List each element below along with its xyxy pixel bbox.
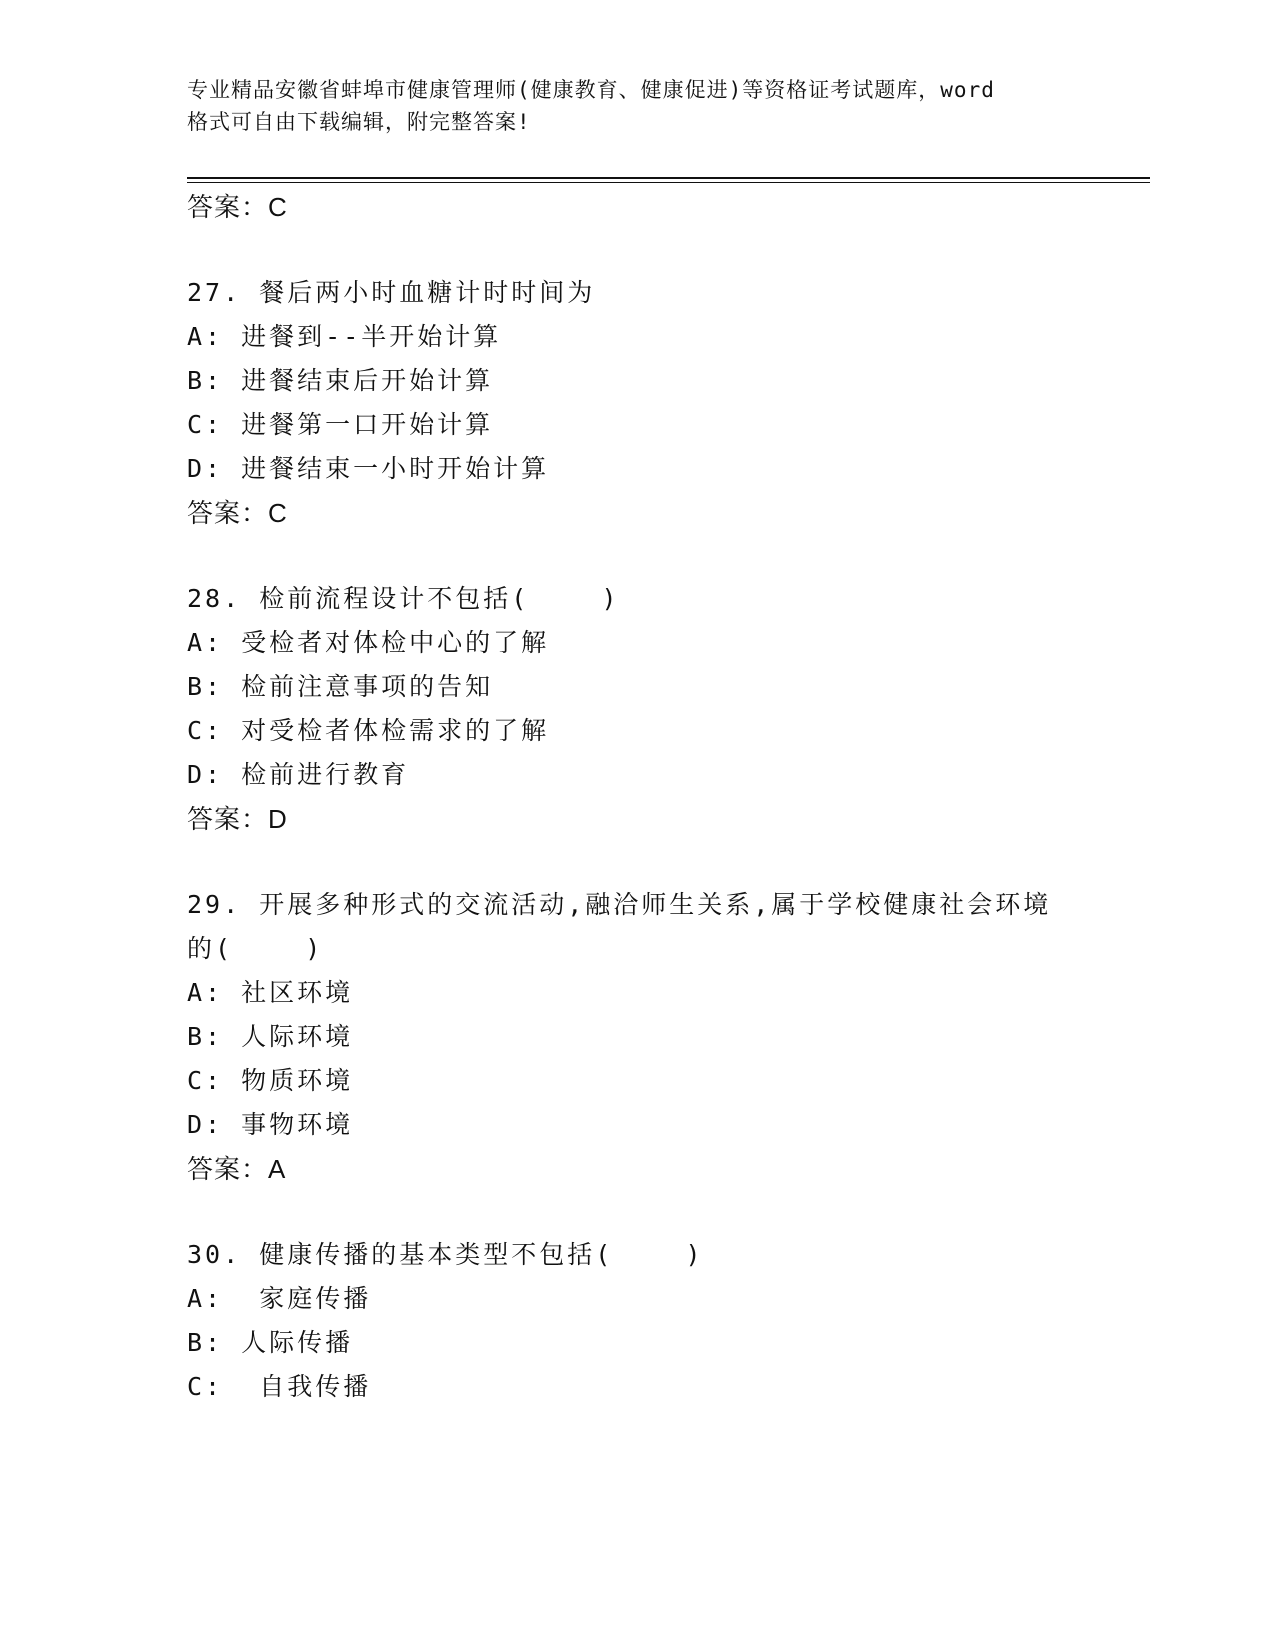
answer-prev: 答案：C: [187, 192, 288, 222]
question-27-answer: 答案：C: [187, 498, 288, 528]
question-27-option-c: C: 进餐第一口开始计算: [187, 410, 494, 439]
header-line-2: 格式可自由下载编辑，附完整答案!: [187, 110, 531, 134]
question-30-option-b: B: 人际传播: [187, 1328, 354, 1357]
question-27-option-d: D: 进餐结束一小时开始计算: [187, 454, 550, 483]
question-28-stem: 28. 检前流程设计不包括( ): [187, 584, 620, 613]
question-30-option-c: C: 自我传播: [187, 1372, 372, 1401]
question-29-option-d: D: 事物环境: [187, 1110, 354, 1139]
question-30-stem: 30. 健康传播的基本类型不包括( ): [187, 1240, 704, 1269]
question-29-option-b: B: 人际环境: [187, 1022, 354, 1051]
header-divider-thick: [187, 177, 1150, 179]
question-29-stem-continued: 的( ): [187, 934, 324, 963]
header-line-1: 专业精品安徽省蚌埠市健康管理师(健康教育、健康促进)等资格证考试题库，word: [187, 78, 995, 102]
question-27-option-b: B: 进餐结束后开始计算: [187, 366, 494, 395]
question-29-stem: 29. 开展多种形式的交流活动,融洽师生关系,属于学校健康社会环境: [187, 890, 1052, 919]
header-divider-thin: [187, 182, 1150, 183]
question-29-option-c: C: 物质环境: [187, 1066, 354, 1095]
question-29-answer: 答案：A: [187, 1154, 287, 1184]
question-27-option-a: A: 进餐到--半开始计算: [187, 322, 502, 351]
question-28-option-d: D: 检前进行教育: [187, 760, 410, 789]
question-27-stem: 27. 餐后两小时血糖计时时间为: [187, 278, 596, 307]
document-header: [187, 74, 1087, 138]
question-28-option-c: C: 对受检者体检需求的了解: [187, 716, 550, 745]
question-28-option-a: A: 受检者对体检中心的了解: [187, 628, 550, 657]
question-28-answer: 答案：D: [187, 804, 288, 834]
question-28-option-b: B: 检前注意事项的告知: [187, 672, 494, 701]
question-30-option-a: A: 家庭传播: [187, 1284, 372, 1313]
question-29-option-a: A: 社区环境: [187, 978, 354, 1007]
